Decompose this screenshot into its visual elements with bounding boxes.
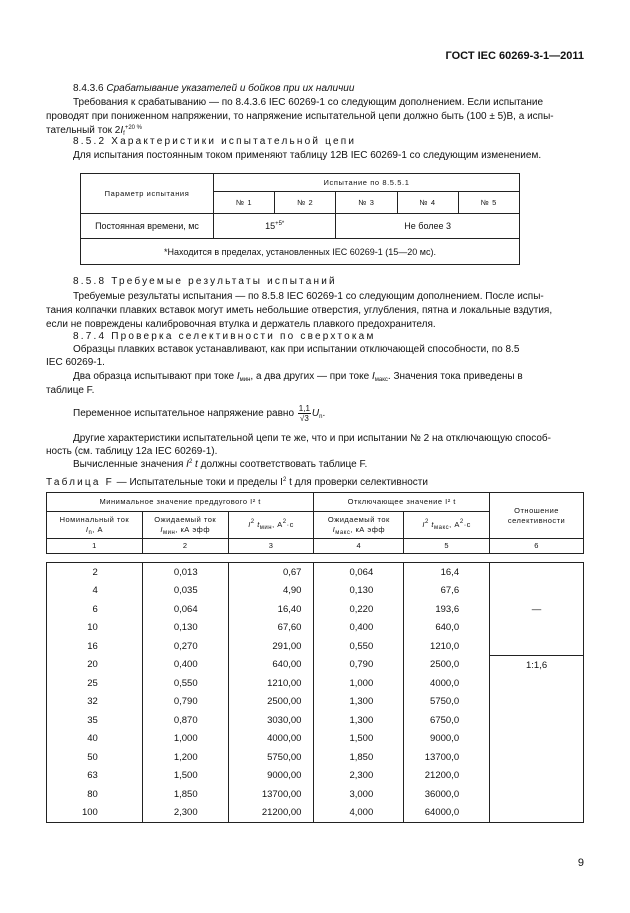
col-number: 3 — [228, 539, 314, 554]
row-label: Постоянная времени, мс — [81, 214, 214, 239]
table-cell: 1,200 — [142, 748, 228, 767]
param-header: Параметр испытания — [81, 174, 214, 214]
section-874-heading: 8.7.4 Проверка селективности по сверхтокам — [73, 331, 376, 342]
table-cell: 80 — [47, 785, 143, 804]
table-cell: 1,300 — [314, 711, 404, 730]
table-cell: 5750,0 — [404, 693, 490, 712]
value-cell: $15^{+5*}$ — [214, 214, 336, 239]
paragraph-line: проводят при пониженном напряжении, то напряжение испытательной цепи должно быть (100 ± 5)В, а испы- — [46, 111, 554, 122]
table-cell: 5750,00 — [228, 748, 314, 767]
col-number: 5 — [404, 539, 490, 554]
table-cell: 0,790 — [314, 656, 404, 675]
table-cell: 0,870 — [142, 711, 228, 730]
table-f-caption: Таблица F — Испытательные токи и пределы $I^2$ t для проверки селективности — [46, 477, 428, 488]
table-row — [47, 563, 584, 582]
table-cell: 3,000 — [314, 785, 404, 804]
table-cell: 100 — [47, 804, 143, 823]
paragraph-line: тательный ток $2I_f^{+20 \%}$ — [46, 125, 143, 137]
table-cell: 1210,0 — [404, 637, 490, 656]
paragraph-line: таблице F. — [46, 385, 95, 396]
table-cell: 640,0 — [404, 619, 490, 638]
paragraph-line: IEC 60269-1. — [46, 357, 105, 368]
table-cell: 0,790 — [142, 693, 228, 712]
col-header: № 2 — [275, 192, 336, 214]
paragraph-line: Требуемые результаты испытания — по 8.5.8 IEC 60269-1 со следующим дополнением. После испы- — [73, 291, 544, 302]
table-f-body — [47, 563, 584, 823]
paragraph-line: Образцы плавких вставок устанавливают, как при испытании отключающей способности, по 8.5 — [73, 344, 520, 355]
col-header: № 4 — [397, 192, 458, 214]
table-cell: 0,064 — [142, 600, 228, 619]
table-cell: 2500,0 — [404, 656, 490, 675]
table-cell: 6 — [47, 600, 143, 619]
table-cell: 25 — [47, 674, 143, 693]
table-cell: 0,400 — [314, 619, 404, 638]
table-cell: 0,035 — [142, 582, 228, 601]
section-852-heading: 8.5.2 Характеристики испытательной цепи — [73, 136, 357, 147]
col-header: № 3 — [336, 192, 397, 214]
selectivity-cell: — — [490, 563, 584, 656]
table-cell: 3030,00 — [228, 711, 314, 730]
page-number: 9 — [577, 857, 584, 869]
table-cell: 1210,00 — [228, 674, 314, 693]
group-header-operating: Отключающее значение I² t — [314, 493, 490, 512]
col-rated-current: Номинальный ток $I_n$, А — [47, 512, 143, 539]
paragraph-line: Требования к срабатыванию — по 8.4.3.6 IEC 60269-1 со следующим дополнением. Если испытание — [73, 97, 544, 108]
table-cell: 0,013 — [142, 563, 228, 582]
table-cell: 21200,0 — [404, 767, 490, 786]
col-prospective-min: Ожидаемый ток $I_{мин}$, кА эфф — [142, 512, 228, 539]
table-cell: 1,000 — [314, 674, 404, 693]
test-circuit-table — [80, 173, 520, 265]
table-cell: 0,130 — [142, 619, 228, 638]
col-i2t-max: $I^2$ $t_{макс}$, $А^2\cdot с$ — [404, 512, 490, 539]
col-number: 6 — [490, 539, 584, 554]
spacer-row — [47, 554, 584, 563]
table-cell: 193,6 — [404, 600, 490, 619]
table-cell: 1,300 — [314, 693, 404, 712]
table-cell: 0,550 — [314, 637, 404, 656]
table-cell: 13700,00 — [228, 785, 314, 804]
table-footnote: *Находится в пределах, установленных IEC 60269-1 (15—20 мс). — [81, 239, 520, 265]
table-cell: 20 — [47, 656, 143, 675]
table-cell: 32 — [47, 693, 143, 712]
table-cell: 1,500 — [142, 767, 228, 786]
table-cell: 2 — [47, 563, 143, 582]
table-cell: 4,90 — [228, 582, 314, 601]
paragraph-line: Два образца испытывают при токе $I_{мин}$, а два других — при токе $I_{макс}$. Значения тока приведены в — [73, 371, 523, 383]
section-8436-title: 8.4.3.6 Срабатывание указателей и бойков при их наличии — [73, 83, 355, 94]
table-cell: 0,220 — [314, 600, 404, 619]
table-cell: 291,00 — [228, 637, 314, 656]
table-cell: 1,000 — [142, 730, 228, 749]
table-cell: 4 — [47, 582, 143, 601]
value-cell: Не более 3 — [336, 214, 520, 239]
table-cell: 1,850 — [142, 785, 228, 804]
table-cell: 16,40 — [228, 600, 314, 619]
table-cell: 6750,0 — [404, 711, 490, 730]
table-cell: 0,130 — [314, 582, 404, 601]
col-header: № 5 — [458, 192, 519, 214]
voltage-formula: Переменное испытательное напряжение равно $\frac{1,1}{√3}$ $U_n$. — [73, 403, 326, 423]
paragraph-line: если не повреждены калибровочная втулка и держатель плавкого предохранителя. — [46, 319, 436, 330]
table-cell: 36000,0 — [404, 785, 490, 804]
table-row — [47, 656, 584, 675]
table-cell: 0,550 — [142, 674, 228, 693]
table-f — [46, 492, 584, 823]
table-cell: 4000,0 — [404, 674, 490, 693]
paragraph-line: Другие характеристики испытательной цепи те же, что и при испытании № 2 на отключающую способ- — [73, 433, 551, 444]
document-header: ГОСТ IEC 60269-3-1—2011 — [445, 50, 584, 62]
table-cell: 9000,00 — [228, 767, 314, 786]
table-cell: 67,6 — [404, 582, 490, 601]
table-cell: 21200,00 — [228, 804, 314, 823]
table-cell: 0,270 — [142, 637, 228, 656]
col-i2t-min: $I^2$ $t_{мин}$, $А^2\cdot с$ — [228, 512, 314, 539]
table-cell: 2,300 — [314, 767, 404, 786]
col-number: 2 — [142, 539, 228, 554]
table-cell: 40 — [47, 730, 143, 749]
section-858-heading: 8.5.8 Требуемые результаты испытаний — [73, 276, 337, 287]
col-header: № 1 — [214, 192, 275, 214]
table-cell: 10 — [47, 619, 143, 638]
fraction: $\frac{1,1}{√3}$ — [298, 403, 310, 423]
table-cell: 16,4 — [404, 563, 490, 582]
paragraph-line: Для испытания постоянным током применяют таблицу 12B IEC 60269-1 со следующим изменением. — [73, 150, 542, 161]
table-cell: 1,500 — [314, 730, 404, 749]
paragraph-line: тания колпачки плавких вставок могут иметь небольшие отверстия, углубления, пятна и локальные вздутия, — [46, 305, 553, 316]
table-cell: 640,00 — [228, 656, 314, 675]
paragraph-line: Вычисленные значения $I^2$ t должны соответствовать таблице F. — [73, 459, 368, 470]
test-header: Испытание по 8.5.5.1 — [214, 174, 520, 192]
table-cell: 1,850 — [314, 748, 404, 767]
table-cell: 0,400 — [142, 656, 228, 675]
table-cell: 50 — [47, 748, 143, 767]
paragraph-line: ность (см. таблицу 12a IEC 60269-1). — [46, 446, 218, 457]
table-cell: 16 — [47, 637, 143, 656]
table-cell: 63 — [47, 767, 143, 786]
table-cell: 2500,00 — [228, 693, 314, 712]
col-number: 1 — [47, 539, 143, 554]
col-number: 4 — [314, 539, 404, 554]
selectivity-cell: 1:1,6 — [490, 656, 584, 823]
table-cell: 13700,0 — [404, 748, 490, 767]
col-prospective-max: Ожидаемый ток $I_{макс}$, кА эфф — [314, 512, 404, 539]
table-cell: 35 — [47, 711, 143, 730]
table-cell: 0,67 — [228, 563, 314, 582]
group-header-preArc: Минимальное значение преддугового I² t — [47, 493, 314, 512]
table-cell: 2,300 — [142, 804, 228, 823]
table-cell: 4,000 — [314, 804, 404, 823]
table-cell: 9000,0 — [404, 730, 490, 749]
selectivity-header: Отношение селективности — [490, 493, 584, 539]
table-cell: 4000,00 — [228, 730, 314, 749]
table-cell: 64000,0 — [404, 804, 490, 823]
table-cell: 67,60 — [228, 619, 314, 638]
table-cell: 0,064 — [314, 563, 404, 582]
